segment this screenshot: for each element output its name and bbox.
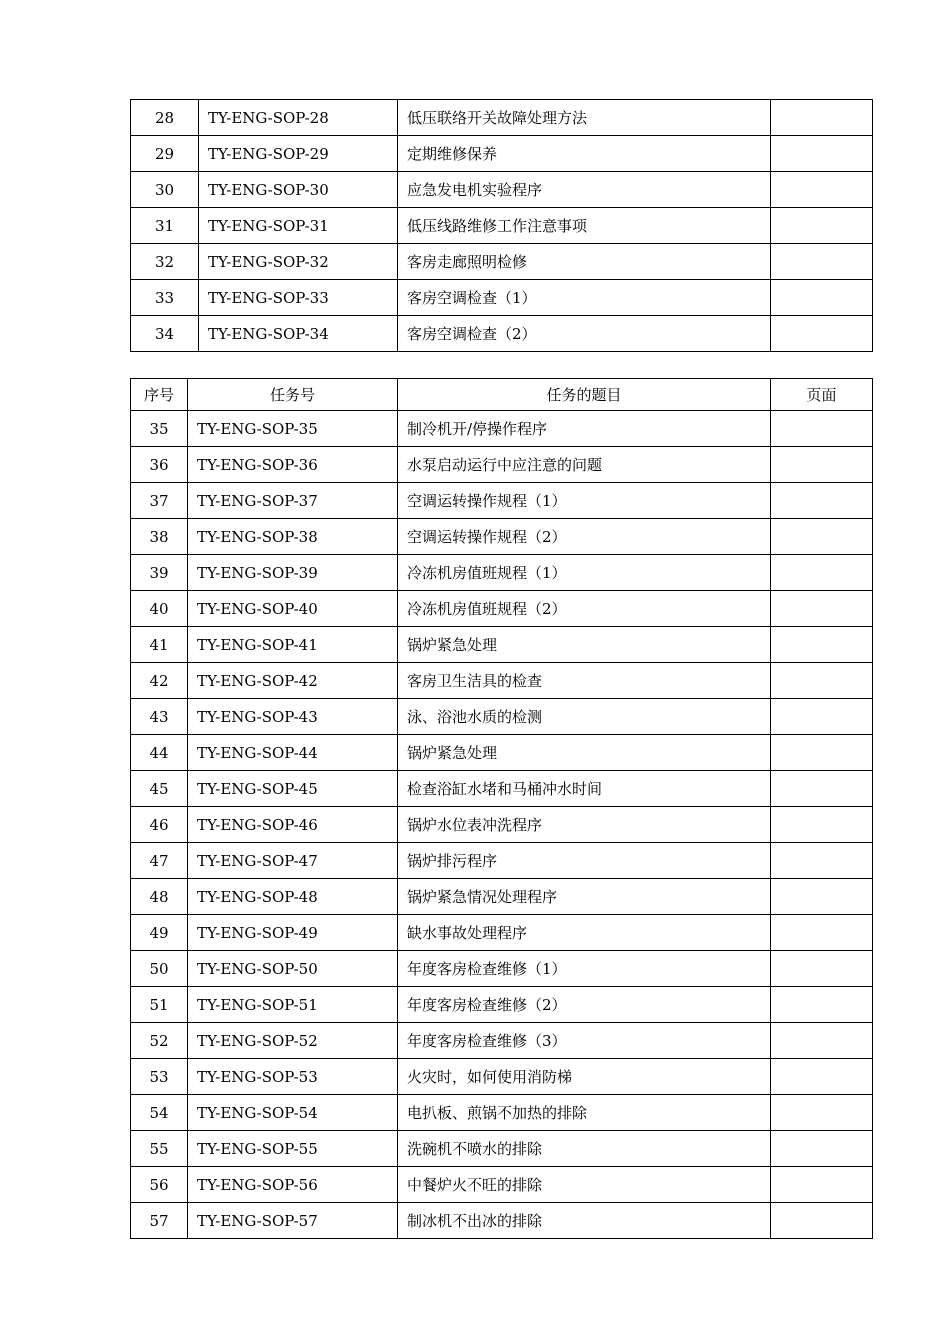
row-number: 28 bbox=[131, 100, 199, 136]
row-number: 52 bbox=[131, 1023, 188, 1059]
task-title: 客房走廊照明检修 bbox=[398, 244, 771, 280]
table-row bbox=[131, 208, 873, 244]
row-number: 42 bbox=[131, 663, 188, 699]
row-number: 43 bbox=[131, 699, 188, 735]
row-number: 55 bbox=[131, 1131, 188, 1167]
page-number bbox=[771, 987, 873, 1023]
table-row bbox=[131, 1023, 873, 1059]
task-id: TY-ENG-SOP-34 bbox=[199, 316, 398, 352]
row-number: 34 bbox=[131, 316, 199, 352]
task-title: 年度客房检查维修（2） bbox=[398, 987, 771, 1023]
table-row bbox=[131, 879, 873, 915]
page-number bbox=[771, 316, 873, 352]
task-title: 检查浴缸水堵和马桶冲水时间 bbox=[398, 771, 771, 807]
table-row bbox=[131, 519, 873, 555]
task-id: TY-ENG-SOP-30 bbox=[199, 172, 398, 208]
task-title: 冷冻机房值班规程（2） bbox=[398, 591, 771, 627]
task-title: 低压线路维修工作注意事项 bbox=[398, 208, 771, 244]
row-number: 33 bbox=[131, 280, 199, 316]
row-number: 36 bbox=[131, 447, 188, 483]
sop-index-table-continued bbox=[130, 99, 873, 352]
page-number bbox=[771, 1131, 873, 1167]
task-title: 锅炉紧急情况处理程序 bbox=[398, 879, 771, 915]
task-title: 冷冻机房值班规程（1） bbox=[398, 555, 771, 591]
row-number: 37 bbox=[131, 483, 188, 519]
row-number: 56 bbox=[131, 1167, 188, 1203]
task-id: TY-ENG-SOP-31 bbox=[199, 208, 398, 244]
table-row bbox=[131, 244, 873, 280]
row-number: 57 bbox=[131, 1203, 188, 1239]
table-row bbox=[131, 1131, 873, 1167]
task-title: 电扒板、煎锅不加热的排除 bbox=[398, 1095, 771, 1131]
task-id: TY-ENG-SOP-28 bbox=[199, 100, 398, 136]
row-number: 40 bbox=[131, 591, 188, 627]
task-id: TY-ENG-SOP-43 bbox=[188, 699, 398, 735]
sop-index-table bbox=[130, 378, 873, 1239]
row-number: 38 bbox=[131, 519, 188, 555]
row-number: 30 bbox=[131, 172, 199, 208]
row-number: 53 bbox=[131, 1059, 188, 1095]
header-page: 页面 bbox=[771, 379, 873, 411]
task-title: 火灾时，如何使用消防梯 bbox=[398, 1059, 771, 1095]
row-number: 41 bbox=[131, 627, 188, 663]
table-row bbox=[131, 100, 873, 136]
row-number: 49 bbox=[131, 915, 188, 951]
page-number bbox=[771, 1167, 873, 1203]
task-id: TY-ENG-SOP-37 bbox=[188, 483, 398, 519]
task-title: 制冷机开/停操作程序 bbox=[398, 411, 771, 447]
task-id: TY-ENG-SOP-55 bbox=[188, 1131, 398, 1167]
task-id: TY-ENG-SOP-46 bbox=[188, 807, 398, 843]
row-number: 48 bbox=[131, 879, 188, 915]
task-id: TY-ENG-SOP-52 bbox=[188, 1023, 398, 1059]
task-id: TY-ENG-SOP-36 bbox=[188, 447, 398, 483]
task-title: 低压联络开关故障处理方法 bbox=[398, 100, 771, 136]
row-number: 47 bbox=[131, 843, 188, 879]
table-row bbox=[131, 1203, 873, 1239]
table-row bbox=[131, 447, 873, 483]
table-row bbox=[131, 136, 873, 172]
page-number bbox=[771, 172, 873, 208]
table-row bbox=[131, 1167, 873, 1203]
row-number: 35 bbox=[131, 411, 188, 447]
table-row bbox=[131, 699, 873, 735]
row-number: 54 bbox=[131, 1095, 188, 1131]
task-title: 应急发电机实验程序 bbox=[398, 172, 771, 208]
row-number: 39 bbox=[131, 555, 188, 591]
header-no: 序号 bbox=[131, 379, 188, 411]
table-row bbox=[131, 735, 873, 771]
task-title: 泳、浴池水质的检测 bbox=[398, 699, 771, 735]
row-number: 45 bbox=[131, 771, 188, 807]
task-id: TY-ENG-SOP-51 bbox=[188, 987, 398, 1023]
table-header-row bbox=[131, 379, 873, 411]
table-row bbox=[131, 663, 873, 699]
page-number bbox=[771, 951, 873, 987]
page-number bbox=[771, 100, 873, 136]
task-title: 水泵启动运行中应注意的问题 bbox=[398, 447, 771, 483]
table-row bbox=[131, 483, 873, 519]
task-id: TY-ENG-SOP-56 bbox=[188, 1167, 398, 1203]
task-title: 年度客房检查维修（1） bbox=[398, 951, 771, 987]
page-number bbox=[771, 555, 873, 591]
page-number bbox=[771, 771, 873, 807]
task-title: 中餐炉火不旺的排除 bbox=[398, 1167, 771, 1203]
task-title: 空调运转操作规程（1） bbox=[398, 483, 771, 519]
task-id: TY-ENG-SOP-48 bbox=[188, 879, 398, 915]
task-title: 锅炉水位表冲洗程序 bbox=[398, 807, 771, 843]
task-title: 锅炉紧急处理 bbox=[398, 735, 771, 771]
table-body bbox=[131, 379, 873, 1239]
table-row bbox=[131, 172, 873, 208]
task-title: 锅炉排污程序 bbox=[398, 843, 771, 879]
task-title: 年度客房检查维修（3） bbox=[398, 1023, 771, 1059]
task-id: TY-ENG-SOP-35 bbox=[188, 411, 398, 447]
task-title: 空调运转操作规程（2） bbox=[398, 519, 771, 555]
row-number: 50 bbox=[131, 951, 188, 987]
task-id: TY-ENG-SOP-38 bbox=[188, 519, 398, 555]
page-number bbox=[771, 735, 873, 771]
page-number bbox=[771, 411, 873, 447]
task-id: TY-ENG-SOP-33 bbox=[199, 280, 398, 316]
page-number bbox=[771, 1095, 873, 1131]
table-row bbox=[131, 316, 873, 352]
task-id: TY-ENG-SOP-39 bbox=[188, 555, 398, 591]
task-id: TY-ENG-SOP-50 bbox=[188, 951, 398, 987]
page-number bbox=[771, 244, 873, 280]
task-id: TY-ENG-SOP-40 bbox=[188, 591, 398, 627]
task-title: 客房空调检查（1） bbox=[398, 280, 771, 316]
table-row bbox=[131, 411, 873, 447]
page-number bbox=[771, 519, 873, 555]
table-body bbox=[131, 100, 873, 352]
header-task-id: 任务号 bbox=[188, 379, 398, 411]
page-number bbox=[771, 136, 873, 172]
row-number: 46 bbox=[131, 807, 188, 843]
task-id: TY-ENG-SOP-32 bbox=[199, 244, 398, 280]
table-row bbox=[131, 771, 873, 807]
task-title: 客房卫生洁具的检查 bbox=[398, 663, 771, 699]
header-task-title: 任务的题目 bbox=[398, 379, 771, 411]
page-number bbox=[771, 879, 873, 915]
task-id: TY-ENG-SOP-49 bbox=[188, 915, 398, 951]
table-row bbox=[131, 843, 873, 879]
task-id: TY-ENG-SOP-29 bbox=[199, 136, 398, 172]
task-id: TY-ENG-SOP-54 bbox=[188, 1095, 398, 1131]
page-number bbox=[771, 447, 873, 483]
row-number: 29 bbox=[131, 136, 199, 172]
table-row bbox=[131, 627, 873, 663]
row-number: 51 bbox=[131, 987, 188, 1023]
table-row bbox=[131, 591, 873, 627]
page-number bbox=[771, 915, 873, 951]
table-row bbox=[131, 280, 873, 316]
page-number bbox=[771, 1059, 873, 1095]
task-title: 定期维修保养 bbox=[398, 136, 771, 172]
row-number: 44 bbox=[131, 735, 188, 771]
task-id: TY-ENG-SOP-42 bbox=[188, 663, 398, 699]
task-id: TY-ENG-SOP-47 bbox=[188, 843, 398, 879]
page-number bbox=[771, 208, 873, 244]
table-row bbox=[131, 915, 873, 951]
task-id: TY-ENG-SOP-45 bbox=[188, 771, 398, 807]
row-number: 31 bbox=[131, 208, 199, 244]
task-id: TY-ENG-SOP-53 bbox=[188, 1059, 398, 1095]
table-row bbox=[131, 1095, 873, 1131]
task-title: 洗碗机不喷水的排除 bbox=[398, 1131, 771, 1167]
page-number bbox=[771, 1023, 873, 1059]
page-number bbox=[771, 591, 873, 627]
task-id: TY-ENG-SOP-57 bbox=[188, 1203, 398, 1239]
task-title: 制冰机不出冰的排除 bbox=[398, 1203, 771, 1239]
table-row bbox=[131, 1059, 873, 1095]
task-title: 锅炉紧急处理 bbox=[398, 627, 771, 663]
task-title: 缺水事故处理程序 bbox=[398, 915, 771, 951]
table-row bbox=[131, 987, 873, 1023]
page-number bbox=[771, 627, 873, 663]
table-row bbox=[131, 555, 873, 591]
task-id: TY-ENG-SOP-44 bbox=[188, 735, 398, 771]
page-number bbox=[771, 699, 873, 735]
page-number bbox=[771, 663, 873, 699]
page-number bbox=[771, 807, 873, 843]
row-number: 32 bbox=[131, 244, 199, 280]
page-number bbox=[771, 483, 873, 519]
table-row bbox=[131, 951, 873, 987]
table-row bbox=[131, 807, 873, 843]
page-number bbox=[771, 1203, 873, 1239]
page-number bbox=[771, 843, 873, 879]
page-number bbox=[771, 280, 873, 316]
task-title: 客房空调检查（2） bbox=[398, 316, 771, 352]
task-id: TY-ENG-SOP-41 bbox=[188, 627, 398, 663]
